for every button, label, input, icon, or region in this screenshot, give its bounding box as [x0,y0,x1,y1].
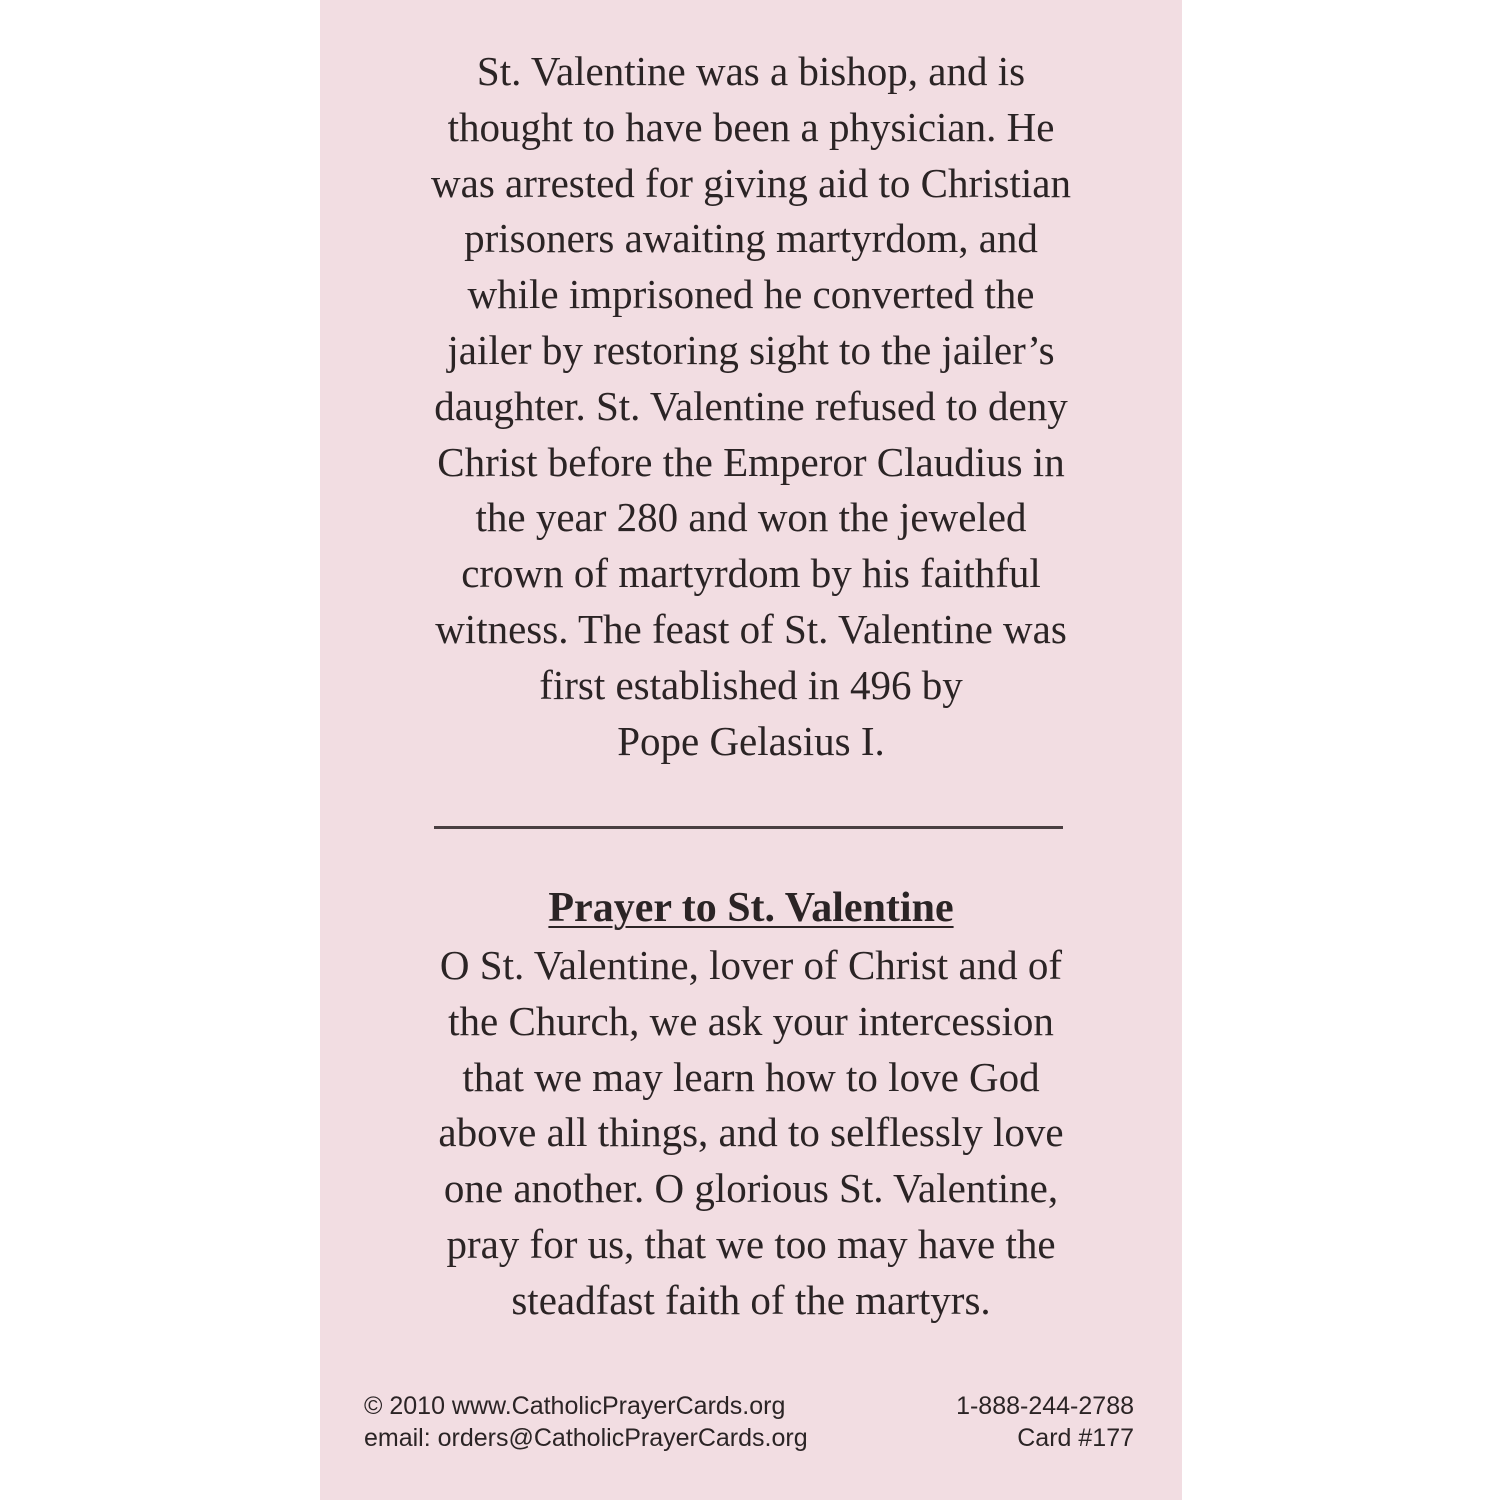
bio-line: witness. The feast of St. Valentine was [435,605,1067,652]
prayer-title-text: Prayer to St. Valentine [548,885,954,931]
bio-line: crown of martyrdom by his faithful [461,550,1041,597]
bio-line: daughter. St. Valentine refused to deny [434,382,1068,429]
bio-line: St. Valentine was a bishop, and is [476,48,1026,94]
section-divider [434,826,1063,829]
bio-line: while imprisoned he converted the [467,271,1035,318]
copyright-text: © 2010 www.CatholicPrayerCards.org [364,1392,786,1420]
bio-line: the year 280 and won the jeweled [475,494,1027,541]
bio-line: thought to have been a physician. He [447,103,1055,150]
prayer-line: the Church, we ask your intercession [448,997,1054,1044]
bio-line: jailer by restoring sight to the jailer’s [447,326,1055,373]
prayer-line: that we may learn how to love God [462,1053,1040,1100]
prayer-line: O St. Valentine, lover of Christ and of [439,942,1063,988]
footer-row [364,1422,1134,1454]
prayer-line: steadfast faith of the martyrs. [511,1276,991,1323]
saint-biography [320,44,1182,769]
bio-line: prisoners awaiting martyrdom, and [464,215,1038,262]
email-text: email: orders@CatholicPrayerCards.org [364,1424,808,1452]
prayer-line: above all things, and to selflessly love [438,1109,1064,1156]
card-footer [364,1390,1134,1454]
prayer-title [320,880,1182,936]
prayer-card [320,0,1182,1500]
bio-line: Pope Gelasius I. [617,717,885,764]
prayer-line: one another. O glorious St. Valentine, [443,1165,1059,1212]
card-number: Card #177 [1017,1424,1134,1452]
prayer-text [320,938,1182,1329]
bio-line: Christ before the Emperor Claudius in [437,438,1065,485]
phone-number: 1-888-244-2788 [956,1392,1134,1420]
bio-line: first established in 496 by [539,661,963,708]
footer-row [364,1390,1134,1422]
prayer-line: pray for us, that we too may have the [446,1220,1056,1267]
bio-line: was arrested for giving aid to Christian [431,159,1071,206]
